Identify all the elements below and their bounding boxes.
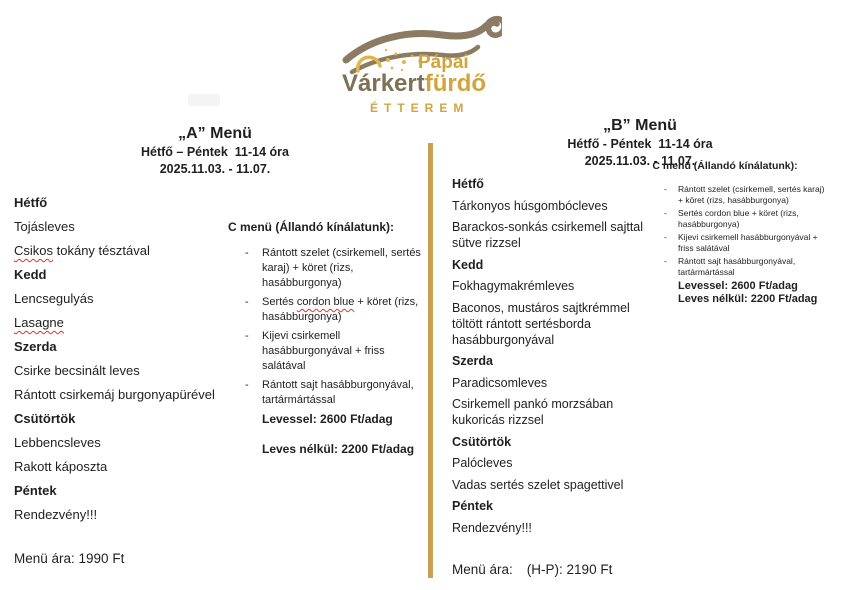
c-menu-item	[228, 378, 426, 408]
faint-smudge	[188, 94, 220, 106]
bullet-dash: -	[664, 184, 667, 194]
c-menu-item-misspelled-word: cordon blue	[296, 296, 355, 308]
menu-a-header	[65, 124, 365, 178]
c-menu-item	[650, 232, 828, 253]
c-menu-price-with-soup: Levessel: 2600 Ft/adag	[678, 280, 798, 292]
menu-b-price-value: (H-P): 2190 Ft	[526, 562, 613, 577]
c-menu-right-title: C menü (Állandó kínálatunk):	[652, 160, 798, 172]
menu-b-day-list	[452, 176, 662, 541]
menu-item: Barackos-sonkás csirkemell sajttal sütve rizzsel	[452, 220, 647, 250]
menu-item: Baconos, mustáros sajtkrémmel töltött rántott sertésborda hasábburgonyával	[452, 300, 634, 347]
menu-b-subtitle-hours: Hétfő - Péntek 11-14 óra	[567, 137, 713, 151]
logo-furdo-part: fürdő	[424, 70, 487, 97]
c-menu-item	[228, 246, 426, 291]
menu-item: Csirkemell pankó morzsában kukoricás rizzsel	[452, 397, 617, 427]
logo-papai-text: Pápai	[418, 52, 469, 73]
bullet-dash: -	[664, 256, 667, 266]
day-heading-tuesday: Kedd	[452, 257, 484, 272]
c-menu-item	[228, 329, 426, 374]
day-heading-thursday: Csütörtök	[452, 434, 512, 449]
c-menu-item-text: Rántott sajt hasábburgonyával, tartármártással	[678, 256, 798, 277]
day-heading-wednesday: Szerda	[14, 339, 57, 354]
logo-varkert-part: Várkert	[342, 70, 425, 97]
day-heading-thursday: Csütörtök	[14, 411, 76, 426]
menu-item: Lencsegulyás	[14, 291, 94, 306]
c-menu-price-without-soup: Leves nélkül: 2200 Ft/adag	[678, 293, 818, 305]
day-heading-monday: Hétfő	[14, 195, 48, 210]
bullet-dash: -	[664, 208, 667, 218]
restaurant-logo	[342, 8, 507, 120]
menu-item-rest: tokány tésztával	[53, 243, 150, 258]
bullet-dash: -	[245, 330, 249, 342]
menu-item: Vadas sertés szelet spagettivel	[452, 477, 624, 492]
c-menu-right	[650, 184, 828, 306]
menu-item: Fokhagymakrémleves	[452, 279, 575, 293]
menu-item: Rendezvény!!!	[14, 507, 98, 522]
day-heading-friday: Péntek	[14, 483, 57, 498]
c-menu-item	[650, 184, 828, 205]
c-menu-item	[650, 208, 828, 229]
c-menu-item-text: Kijevi csirkemell hasábburgonyával + friss salátával	[262, 330, 388, 372]
menu-a-day-list	[14, 196, 229, 532]
logo-varkertfurdo-text	[342, 70, 486, 98]
c-menu-item-pre: Sertés	[262, 296, 297, 308]
menu-b-price	[452, 562, 612, 577]
menu-item: Tojásleves	[14, 219, 75, 234]
day-heading-tuesday: Kedd	[14, 267, 47, 282]
logo-etterem-text: ÉTTEREM	[370, 101, 470, 115]
menu-a-subtitle-dates: 2025.11.03. - 11.07.	[159, 162, 271, 176]
menu-item	[14, 244, 229, 258]
c-menu-item-text: Rántott sajt hasábburgonyával, tartármártással	[262, 379, 417, 406]
menu-item: Rakott káposzta	[14, 459, 108, 474]
day-heading-friday: Péntek	[452, 499, 493, 513]
c-menu-price-without-soup: Leves nélkül: 2200 Ft/adag	[262, 442, 415, 456]
c-menu-left	[228, 220, 426, 456]
menu-item-misspelled-word: Csikos	[14, 243, 54, 258]
c-menu-left-title: C menü (Állandó kínálatunk):	[228, 220, 395, 234]
c-menu-item	[228, 295, 426, 325]
c-menu-item-text: Rántott szelet (csirkemell, sertés karaj) + köret (rizs, hasábburgonya)	[262, 247, 424, 289]
menu-b-subtitle-dates: 2025.11.03. - 11.07.	[584, 154, 696, 168]
c-menu-item-text	[262, 295, 426, 325]
menu-a-price: Menü ára: 1990 Ft	[14, 551, 125, 566]
menu-b-price-label: Menü ára:	[452, 562, 513, 577]
menu-b-title: „B” Menü	[603, 117, 677, 134]
menu-item: Rendezvény!!!	[452, 520, 532, 535]
menu-item	[14, 316, 229, 330]
day-heading-monday: Hétfő	[452, 177, 484, 191]
day-heading-wednesday: Szerda	[452, 354, 493, 368]
c-menu-item-text: Rántott szelet (csirkemell, sertés karaj) + köret (rizs, hasábburgonya)	[678, 184, 827, 205]
bullet-dash: -	[245, 379, 249, 391]
menu-item: Lebbencsleves	[14, 435, 101, 450]
c-menu-item-text: Kijevi csirkemell hasábburgonyával + friss salátával	[678, 232, 820, 253]
menu-item: Palócleves	[452, 456, 513, 470]
c-menu-price-with-soup: Levessel: 2600 Ft/adag	[262, 412, 393, 426]
menu-a-subtitle-hours: Hétfő – Péntek 11-14 óra	[141, 145, 289, 159]
c-menu-item-post: + köret (rizs, hasábburgonya)	[262, 296, 422, 323]
menu-item-misspelled-word: Lasagne	[14, 315, 64, 330]
bullet-dash: -	[245, 296, 249, 308]
menu-a-title: „A” Menü	[178, 125, 252, 142]
bullet-dash: -	[664, 232, 667, 242]
c-menu-item	[650, 256, 828, 277]
menu-item: Rántott csirkemáj burgonyapürével	[14, 387, 215, 402]
gold-vertical-divider	[428, 143, 433, 578]
menu-item: Csirke becsinált leves	[14, 363, 140, 378]
c-menu-item-text: Sertés cordon blue + köret (rizs, hasábburgonya)	[678, 208, 802, 229]
menu-item: Tárkonyos húsgombócleves	[452, 198, 608, 213]
bullet-dash: -	[245, 247, 249, 259]
menu-item: Paradicsomleves	[452, 375, 548, 390]
